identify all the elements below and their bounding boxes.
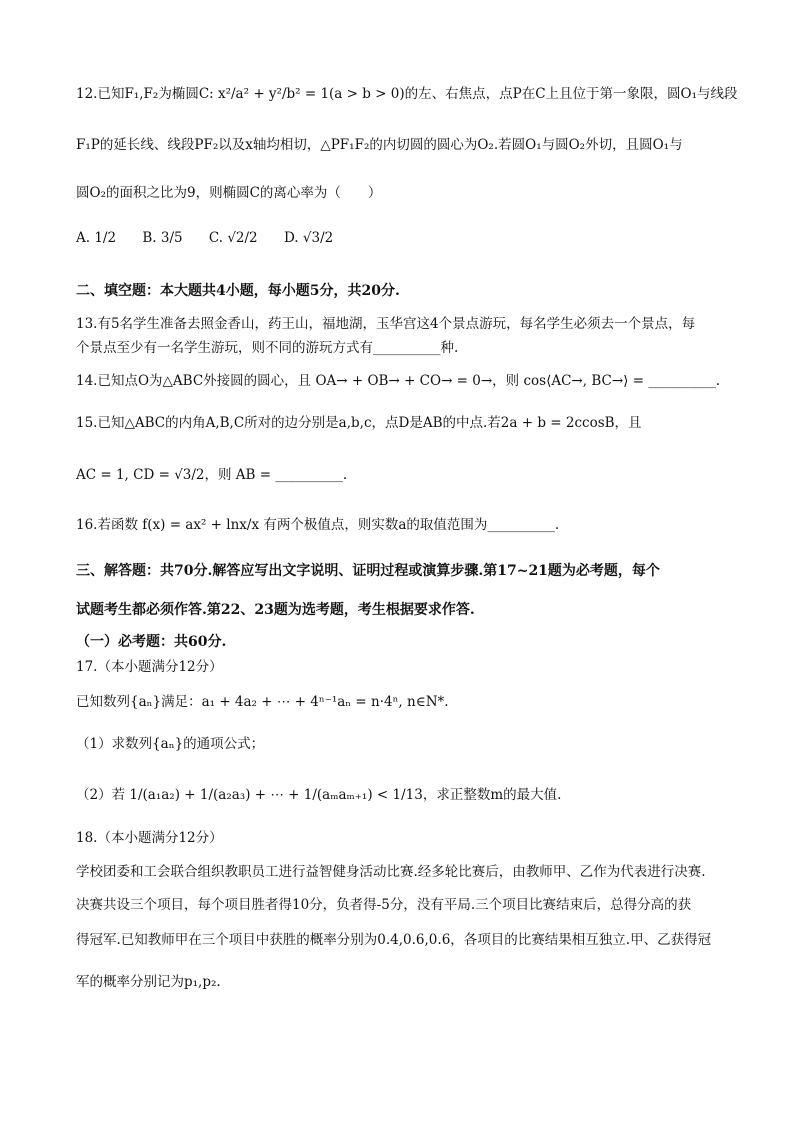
q18-line4: 军的概率分别记为p₁,p₂. [76,974,221,990]
q17-stem: 已知数列{aₙ}满足：a₁ + 4a₂ + ⋯ + 4ⁿ⁻¹aₙ = n·4ⁿ, n∈N*. [76,694,449,710]
q12-option-d: D. √3/2 [283,230,334,246]
q15-line2: AC = 1, CD = √3/2，则 AB = __________. [76,467,348,483]
q15-line1: 15.已知△ABC的内角A,B,C所对的边分别是a,b,c，点D是AB的中点.若2a + b = 2ccosB，且 [76,415,642,431]
section2-title: 二、填空题：本大题共4小题，每小题5分，共20分. [76,283,400,299]
q12-line1: 12.已知F₁,F₂为椭圆C: x²/a² + y²/b² = 1(a > b > 0)的左、右焦点，点P在C上且位于第一象限，圆O₁与线段 [76,86,738,102]
q17-sub1: （1）求数列{aₙ}的通项公式； [76,736,265,752]
q18-line3: 得冠军.已知教师甲在三个项目中获胜的概率分别为0.4,0.6,0.6，各项目的比赛结果相互独立.甲、乙获得冠 [76,932,712,948]
q13-line1: 13.有5名学生准备去照金香山，药王山，福地湖，玉华宫这4个景点游玩，每名学生必须去一个景点，每 [76,316,696,332]
q18-line2: 决赛共设三个项目，每个项目胜者得10分，负者得-5分，没有平局.三个项目比赛结束后，总得分高的获 [76,897,692,913]
q12-option-b: B. 3/5 [142,230,183,246]
q16-text: 16.若函数 f(x) = ax² + lnx/x 有两个极值点，则实数a的取值范围为__________. [76,517,560,533]
q12-option-a: A. 1/2 [76,230,117,246]
q14-text: 14.已知点O为△ABC外接圆的圆心，且 OA→ + OB→ + CO→ = 0→，则 cos⟨AC→, BC→⟩ = __________. [76,373,721,389]
section3-line2: 试题考生都必须作答.第22、23题为选考题，考生根据要求作答. [76,602,475,618]
q12-option-c: C. √2/2 [208,230,258,246]
part1-title: （一）必考题：共60分. [76,634,227,650]
q12-line2: F₁P的延长线、线段PF₂以及x轴均相切，△PF₁F₂的内切圆的圆心为O₂.若圆O₁与圆O₂外切，且圆O₁与 [76,137,683,153]
q18-header: 18.（本小题满分12分） [76,830,223,846]
q17-header: 17.（本小题满分12分） [76,659,223,675]
section3-line1: 三、解答题：共70分.解答应写出文字说明、证明过程或演算步骤.第17~21题为必考题，每个 [76,563,660,579]
q12-options [76,228,724,248]
q17-sub2: （2）若 1/(a₁a₂) + 1/(a₂a₃) + ⋯ + 1/(aₘaₘ₊₁) < 1/13，求正整数m的最大值. [76,787,562,803]
q13-line2: 个景点至少有一名学生游玩，则不同的游玩方式有__________种. [76,340,459,356]
q18-line1: 学校团委和工会联合组织教职员工进行益智健身活动比赛.经多轮比赛后，由教师甲、乙作为代表进行决赛. [76,864,706,880]
q12-line3: 圆O₂的面积之比为9，则椭圆C的离心率为（ ） [76,185,382,201]
